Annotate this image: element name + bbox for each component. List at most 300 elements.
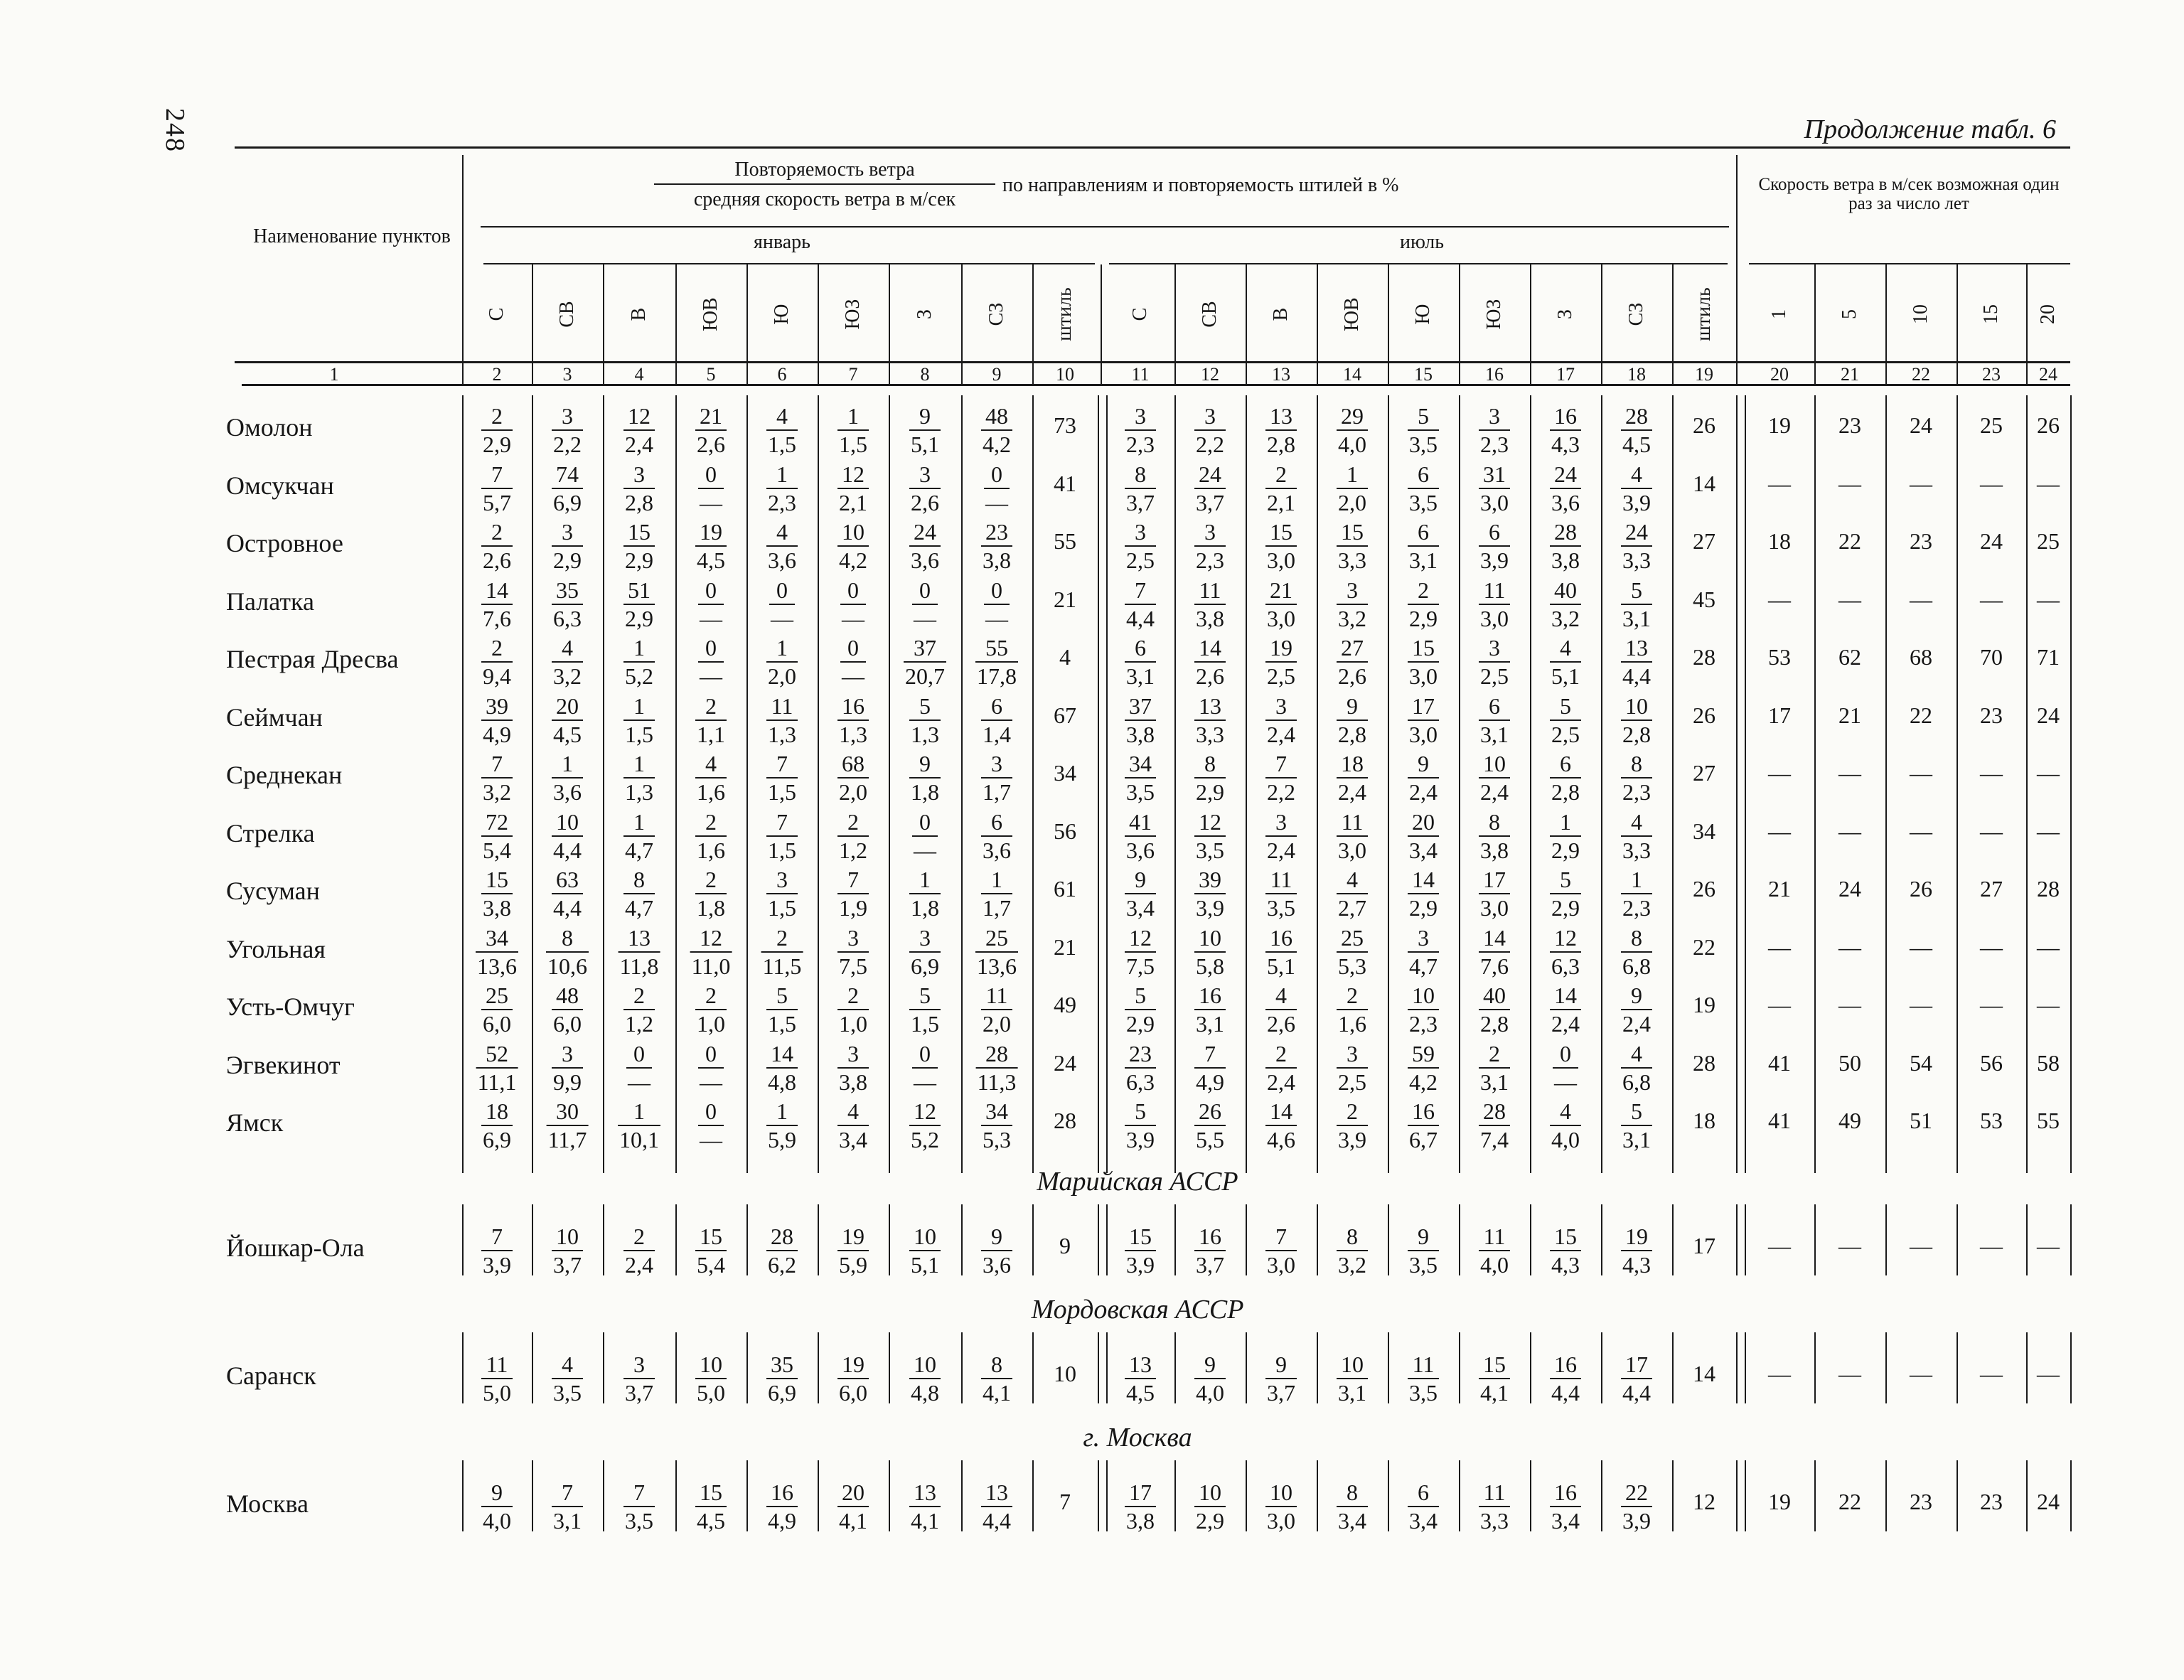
freq-value: 7 (491, 461, 503, 487)
jul-cell (1408, 634, 1439, 690)
speed-value: 5,3 (1337, 951, 1368, 980)
jan-cell (481, 808, 513, 864)
max-speed: — (2037, 992, 2060, 1017)
max-speed: — (1768, 470, 1791, 496)
speed-value: 3,9 (1621, 488, 1652, 516)
jul-calm: 26 (1693, 702, 1715, 728)
jan-cell (837, 692, 869, 748)
jul-cell (1337, 1040, 1368, 1096)
column-number: 18 (1627, 364, 1646, 385)
max-speed: — (1838, 818, 1861, 844)
jul-cell (1408, 1098, 1439, 1153)
column-number: 23 (1982, 364, 2001, 385)
jan-cell (552, 866, 583, 921)
jan-direction-7: СЗ (985, 302, 1007, 326)
jan-cell (695, 1479, 727, 1534)
freq-value: 25 (985, 924, 1008, 951)
max-speed: 21 (1768, 876, 1791, 901)
freq-value: 8 (1204, 751, 1216, 776)
years-4: 20 (2037, 304, 2059, 324)
freq-value: 0 (705, 577, 717, 603)
freq-value: 8 (1347, 1480, 1358, 1505)
speed-value: 2,5 (1550, 719, 1581, 748)
years-2: 10 (1910, 304, 1932, 324)
section-2-vline (1098, 1460, 1099, 1531)
freq-value: 37 (1129, 692, 1152, 719)
station-name: Среднекан (226, 761, 343, 789)
jul-cell (1337, 924, 1368, 980)
section-1-vline (532, 1332, 533, 1403)
section-0-vline (1530, 1204, 1531, 1275)
jan-cell (698, 634, 724, 690)
jul-cell (1408, 982, 1439, 1037)
jan-calm: 41 (1054, 470, 1076, 496)
freq-value: 2 (705, 867, 717, 892)
jul-cell (1194, 924, 1226, 980)
freq-value: 25 (486, 983, 508, 1008)
jul-cell (1194, 518, 1226, 574)
freq-value: 1 (776, 1098, 788, 1124)
jan-cell (552, 1223, 583, 1278)
freq-value: 3 (633, 461, 645, 487)
freq-value: 13 (1129, 1352, 1152, 1377)
max-speed: — (2037, 933, 2060, 960)
speed-value: 11,5 (761, 951, 803, 980)
station-name: Сеймчан (226, 702, 323, 732)
speed-value: 2,2 (1265, 777, 1297, 806)
hdr-max-div (1956, 264, 1958, 384)
max-speed: 23 (1980, 1489, 2003, 1514)
speed-value: 2,5 (1337, 1067, 1368, 1096)
freq-value: 0 (705, 1040, 717, 1066)
jan-cell (618, 1098, 660, 1153)
max-speed: 24 (1980, 528, 2003, 554)
column-number: 17 (1556, 364, 1575, 385)
section-2-vline (2026, 1460, 2028, 1531)
speed-value: 4,8 (766, 1067, 798, 1096)
main-vline (1672, 395, 1674, 1173)
freq-value: 16 (1412, 1098, 1435, 1124)
jan-cell (481, 402, 513, 458)
speed-value: 2,9 (1408, 893, 1439, 921)
jul-cell (1479, 634, 1510, 690)
speed-value: — (984, 604, 1010, 632)
freq-value: 48 (556, 983, 579, 1008)
freq-value: 14 (1483, 924, 1506, 951)
freq-value: 10 (1341, 1352, 1364, 1377)
max-speed: — (1910, 760, 1932, 786)
jul-cell (1265, 750, 1297, 806)
speed-value: 4,1 (909, 1506, 941, 1534)
jul-cell (1550, 1223, 1581, 1278)
speed-value: 2,5 (1125, 545, 1156, 574)
name-column-header: Наименование пунктов (253, 225, 451, 247)
jul-cell (1337, 866, 1368, 921)
freq-value: 19 (842, 1352, 864, 1377)
speed-value: 3,5 (1408, 1378, 1439, 1406)
freq-value: 5 (1135, 1098, 1146, 1124)
freq-value: 16 (1199, 983, 1221, 1008)
jan-cell (909, 866, 941, 921)
jan-cell (904, 634, 946, 690)
freq-value: 15 (700, 1224, 722, 1249)
section-1-vline (1459, 1332, 1460, 1403)
freq-value: 3 (1418, 924, 1429, 951)
section-1-vline (1736, 1332, 1738, 1403)
jul-cell (1550, 924, 1581, 980)
max-speed: — (1838, 760, 1861, 786)
freq-value: 5 (919, 692, 931, 719)
speed-value: 1,8 (695, 893, 727, 921)
freq-value: 16 (1554, 1352, 1577, 1377)
max-speed: — (1910, 933, 1932, 960)
speed-value: 3,6 (909, 545, 941, 574)
speed-value: 4,4 (1621, 1378, 1652, 1406)
speed-value: 11,8 (619, 951, 660, 980)
freq-value: 0 (919, 577, 931, 603)
jul-cell (1194, 750, 1226, 806)
freq-value: 20 (1412, 808, 1435, 835)
jan-cell (766, 1351, 798, 1406)
freq-value: 4 (562, 635, 573, 660)
speed-value: 3,1 (552, 1506, 583, 1534)
speed-value: 1,0 (837, 1009, 869, 1037)
max-speed: — (1980, 760, 2003, 786)
max-speed: 53 (1980, 1108, 2003, 1133)
speed-value: 2,4 (1265, 835, 1297, 864)
speed-value: — (840, 661, 866, 690)
freq-value: 3 (1135, 519, 1146, 545)
freq-value: 7 (776, 808, 788, 835)
jan-cell (695, 808, 727, 864)
speed-value: 3,6 (1125, 835, 1156, 864)
jul-cell (1194, 461, 1226, 516)
speed-value: 3,7 (1125, 488, 1156, 516)
speed-value: 3,1 (1194, 1009, 1226, 1037)
station-name: Москва (226, 1489, 309, 1518)
speed-value: 3,0 (1265, 1250, 1297, 1278)
jul-cell (1337, 461, 1368, 516)
freq-value: 2 (491, 635, 503, 660)
freq-value: 2 (847, 983, 859, 1008)
speed-value: 2,7 (1337, 893, 1368, 921)
hdr-jul-div (1601, 264, 1602, 384)
hdr-jul-div (1388, 264, 1389, 384)
speed-value: 3,9 (1621, 1506, 1652, 1534)
jul-cell (1408, 1223, 1439, 1278)
jul-direction-4: Ю (1412, 304, 1434, 325)
freq-value: 51 (628, 577, 651, 603)
jan-direction-3: ЮВ (700, 297, 722, 331)
jan-cell (623, 808, 655, 864)
jan-cell (481, 1098, 513, 1153)
speed-value: — (912, 1067, 938, 1096)
speed-value: 3,6 (1550, 488, 1581, 516)
jul-cell (1337, 1351, 1368, 1406)
speed-value: — (698, 661, 724, 690)
freq-value: 16 (1554, 403, 1577, 429)
jul-cell (1265, 634, 1297, 690)
speed-value: 2,6 (695, 429, 727, 458)
station-name: Омолон (226, 413, 313, 442)
freq-value: 2 (633, 983, 645, 1008)
jan-cell (481, 982, 513, 1037)
freq-value: 2 (705, 808, 717, 835)
freq-value: 3 (919, 461, 931, 487)
freq-value: 15 (486, 867, 508, 892)
freq-value: 15 (1483, 1352, 1506, 1377)
freq-value: 6 (1489, 519, 1500, 545)
freq-value: 11 (985, 983, 1008, 1008)
freq-value: 5 (1560, 692, 1571, 719)
speed-value: 3,1 (1479, 1067, 1510, 1096)
speed-value: 3,0 (1265, 545, 1297, 574)
speed-value: 3,0 (1408, 661, 1439, 690)
jan-cell (623, 402, 655, 458)
main-vline (1246, 395, 1247, 1173)
hdr-jul-div (1317, 264, 1318, 384)
max-speed: — (1768, 1233, 1791, 1258)
speed-value: 1,4 (981, 719, 1012, 748)
jul-cell (1337, 634, 1368, 690)
speed-value: 3,2 (552, 661, 583, 690)
speed-value: 5,9 (837, 1250, 869, 1278)
station-name: Саранск (226, 1361, 316, 1390)
freq-value: 2 (633, 1224, 645, 1249)
speed-value: 5,9 (766, 1125, 798, 1153)
jul-cell (1337, 808, 1368, 864)
freq-value: 7 (491, 751, 503, 776)
freq-value: 2 (1489, 1040, 1500, 1066)
jan-cell (623, 518, 655, 574)
section-1-vline (1098, 1332, 1099, 1403)
freq-value: 11 (1199, 577, 1221, 603)
speed-value: 1,3 (837, 719, 869, 748)
jul-cell (1265, 692, 1297, 748)
speed-value: 6,9 (481, 1125, 513, 1153)
speed-value: 5,5 (1194, 1125, 1226, 1153)
jan-cell (981, 808, 1012, 864)
freq-value: 9 (919, 751, 931, 776)
freq-value: 3 (1204, 519, 1216, 545)
jul-cell (1621, 518, 1652, 574)
speed-value: 2,8 (1550, 777, 1581, 806)
years-3: 15 (1980, 304, 2002, 324)
freq-value: 8 (1631, 751, 1642, 776)
section-2-vline (1317, 1460, 1318, 1531)
speed-value: 1,7 (981, 777, 1012, 806)
jul-cell (1550, 634, 1581, 690)
jan-cell (481, 577, 513, 632)
jul-cell (1621, 924, 1652, 980)
jan-cell (981, 1223, 1012, 1278)
freq-value: 10 (1270, 1480, 1292, 1505)
speed-value: 3,4 (1550, 1506, 1581, 1534)
speed-value: 4,3 (1550, 1250, 1581, 1278)
speed-value: 2,9 (1194, 777, 1226, 806)
section-0-vline (1388, 1204, 1389, 1275)
freq-value: 1 (633, 1098, 645, 1124)
max-speed: — (1980, 1361, 2003, 1386)
station-name: Угольная (226, 934, 326, 963)
jul-cell (1337, 1223, 1368, 1278)
speed-value: 2,8 (1265, 429, 1297, 458)
section-1-vline (746, 1332, 748, 1403)
column-number: 10 (1056, 364, 1074, 385)
station-name: Палатка (226, 587, 314, 616)
hdr-jul-div (1246, 264, 1247, 384)
max-speed: 22 (1838, 528, 1861, 554)
section-1-vline (1388, 1332, 1389, 1403)
column-number: 3 (562, 364, 572, 385)
speed-value: 2,9 (1408, 604, 1439, 632)
section-1-vline (1174, 1332, 1176, 1403)
freq-value: 6 (991, 808, 1002, 835)
freq-value: 19 (700, 519, 722, 545)
max-speed: 22 (1910, 702, 1932, 728)
section-0-vline (1672, 1204, 1674, 1275)
speed-value: 6,9 (766, 1378, 798, 1406)
speed-value: 1,9 (837, 893, 869, 921)
freq-value: 7 (1275, 751, 1287, 776)
speed-value: 4,0 (1479, 1250, 1510, 1278)
jan-cell (837, 1040, 869, 1096)
jul-cell (1408, 808, 1439, 864)
jan-cell (909, 402, 941, 458)
main-vline (1106, 395, 1108, 1173)
speed-value: 3,6 (552, 777, 583, 806)
freq-value: 9 (1275, 1352, 1287, 1377)
freq-value: 9 (1418, 1224, 1429, 1249)
jan-calm: 24 (1054, 1049, 1076, 1076)
main-vline (1174, 395, 1176, 1173)
max-speed: — (1768, 818, 1791, 844)
jan-cell (698, 1098, 724, 1153)
freq-value: 72 (486, 808, 508, 835)
main-vline (1530, 395, 1531, 1173)
speed-value: 3,5 (552, 1378, 583, 1406)
freq-value: 0 (633, 1040, 645, 1066)
speed-value: 2,5 (1479, 661, 1510, 690)
main-vline (462, 395, 464, 1173)
freq-value: 10 (1483, 751, 1506, 776)
freq-value: 10 (1412, 983, 1435, 1008)
jul-cell (1408, 866, 1439, 921)
max-speed: 28 (2037, 876, 2060, 901)
speed-value: 2,0 (766, 661, 798, 690)
jan-cell (481, 518, 513, 574)
jan-cell (837, 1479, 869, 1534)
jan-cell (695, 982, 727, 1037)
speed-value: 3,6 (981, 1250, 1012, 1278)
jan-cell (623, 1479, 655, 1534)
jul-cell (1479, 518, 1510, 574)
jul-calm: 18 (1693, 1108, 1715, 1133)
jan-cell (912, 577, 938, 632)
freq-value: 3 (1204, 403, 1216, 429)
freq-value: 5 (1631, 577, 1642, 603)
jul-cell (1550, 982, 1581, 1037)
freq-value: 7 (1204, 1040, 1216, 1066)
speed-value: 4,4 (1550, 1378, 1581, 1406)
jan-direction-0: С (486, 307, 508, 321)
freq-value: 16 (1199, 1224, 1221, 1249)
speed-value: 2,2 (552, 429, 583, 458)
speed-value: 3,5 (1408, 429, 1439, 458)
speed-value: 4,5 (695, 545, 727, 574)
speed-value: 9,4 (481, 661, 513, 690)
speed-value: 2,4 (1408, 777, 1439, 806)
speed-value: 6,3 (552, 604, 583, 632)
jul-cell (1194, 1351, 1226, 1406)
freq-value: 1 (847, 403, 859, 429)
section-0-vline (1174, 1204, 1176, 1275)
jul-direction-5: ЮЗ (1483, 299, 1505, 330)
speed-value: 3,9 (1479, 545, 1510, 574)
jul-cell (1621, 1223, 1652, 1278)
freq-value: 1 (919, 867, 931, 892)
jul-calm: 28 (1693, 1049, 1715, 1076)
freq-value: 23 (1129, 1040, 1152, 1066)
jul-cell (1194, 1040, 1226, 1096)
speed-value: 11,7 (547, 1125, 589, 1153)
jan-cell (837, 1223, 869, 1278)
header-bottom-rule (235, 361, 2070, 363)
speed-value: 7,6 (481, 604, 513, 632)
jul-direction-8: штиль (1693, 287, 1715, 341)
speed-value: 3,9 (1337, 1125, 1368, 1153)
speed-value: 4,2 (981, 429, 1012, 458)
jan-cell (698, 461, 724, 516)
jan-calm: 55 (1054, 528, 1076, 554)
freq-value: 4 (1631, 808, 1642, 835)
jan-cell (623, 866, 655, 921)
jul-direction-0: С (1129, 307, 1151, 321)
station-name: Островное (226, 529, 343, 557)
max-speed: — (1980, 470, 2003, 496)
section-1-vline (603, 1332, 604, 1403)
station-name: Ямск (226, 1108, 284, 1137)
section-0-vline (818, 1204, 819, 1275)
speed-value: 4,9 (481, 719, 513, 748)
jul-cell (1621, 1040, 1652, 1096)
jan-cell (766, 692, 798, 748)
freq-value: 17 (1412, 692, 1435, 719)
section-0-vline (1459, 1204, 1460, 1275)
freq-value: 34 (1129, 751, 1152, 776)
max-speed: — (1838, 1361, 1861, 1386)
speed-value: 5,2 (623, 661, 655, 690)
speed-value: 3,2 (1337, 1250, 1368, 1278)
column-number: 12 (1201, 364, 1219, 385)
section-0-vline (1885, 1204, 1887, 1275)
freq-value: 1 (562, 751, 573, 776)
jan-cell (546, 924, 589, 980)
speed-value: 13,6 (476, 951, 518, 980)
speed-value: 2,1 (837, 488, 869, 516)
jan-cell (981, 692, 1012, 748)
jul-cell (1194, 1479, 1226, 1534)
section-1-vline (2026, 1332, 2028, 1403)
speed-value: 2,4 (1265, 1067, 1297, 1096)
section-1-vline (1814, 1332, 1816, 1403)
section-0-vline (532, 1204, 533, 1275)
freq-value: 6 (1418, 519, 1429, 545)
jan-cell (837, 461, 869, 516)
freq-value: 0 (705, 635, 717, 660)
jul-cell (1479, 750, 1510, 806)
max-speed: — (1980, 818, 2003, 844)
